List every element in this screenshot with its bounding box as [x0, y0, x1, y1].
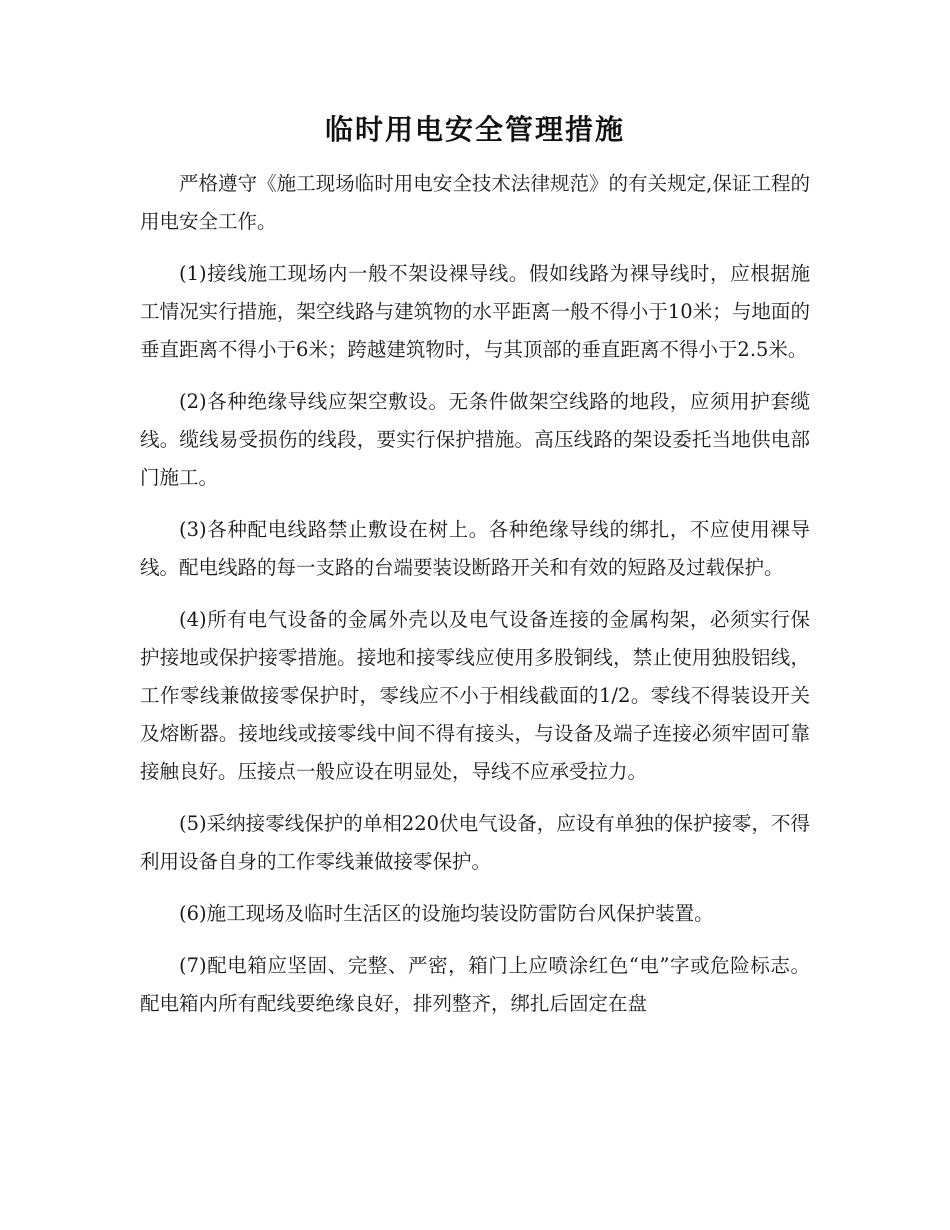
paragraph-item-6: (6)施工现场及临时生活区的设施均装设防雷防台风保护装置。	[179, 902, 714, 925]
paragraph-intro: 严格遵守《施工现场临时用电安全技术法律规范》的有关规定,保证工程的用电安全工作。	[140, 172, 810, 233]
paragraph-item-4: (4)所有电气设备的金属外壳以及电气设备连接的金属构架，必须实行保护接地或保护接零措施。接地和接零线应使用多股铜线，禁止使用独股铝线，工作零线兼做接零保护时，零线应不小于相线截面的1/2。零线不得装设开关及熔断器。接地线或接零线中间不得有接头，与设备及端子连接必须牢固可靠接触良好。压接点一般应设在明显处，导线不应承受拉力。	[140, 608, 810, 783]
paragraph-item-3: (3)各种配电线路禁止敷设在树上。各种绝缘导线的绑扎，不应使用裸导线。配电线路的每一支路的台端要装设断路开关和有效的短路及过载保护。	[140, 518, 810, 579]
paragraph-item-1: (1)接线施工现场内一般不架设裸导线。假如线路为裸导线时，应根据施工情况实行措施，架空线路与建筑物的水平距离一般不得小于10米；与地面的垂直距离不得小于6米；跨越建筑物时，与其顶部的垂直距离不得小于2.5米。	[140, 262, 810, 361]
paragraph-item-2: (2)各种绝缘导线应架空敷设。无条件做架空线路的地段，应须用护套缆线。缆线易受损伤的线段，要实行保护措施。高压线路的架设委托当地供电部门施工。	[140, 390, 810, 489]
paragraph-item-7: (7)配电箱应坚固、完整、严密，箱门上应喷涂红色“电”字或危险标志。配电箱内所有配线要绝缘良好，排列整齐，绑扎后固定在盘	[140, 954, 810, 1015]
paragraph-item-5: (5)采纳接零线保护的单相220伏电气设备，应设有单独的保护接零，不得利用设备自身的工作零线兼做接零保护。	[140, 812, 810, 873]
document-title: 临时用电安全管理措施	[324, 113, 625, 146]
document-body	[140, 165, 810, 1037]
